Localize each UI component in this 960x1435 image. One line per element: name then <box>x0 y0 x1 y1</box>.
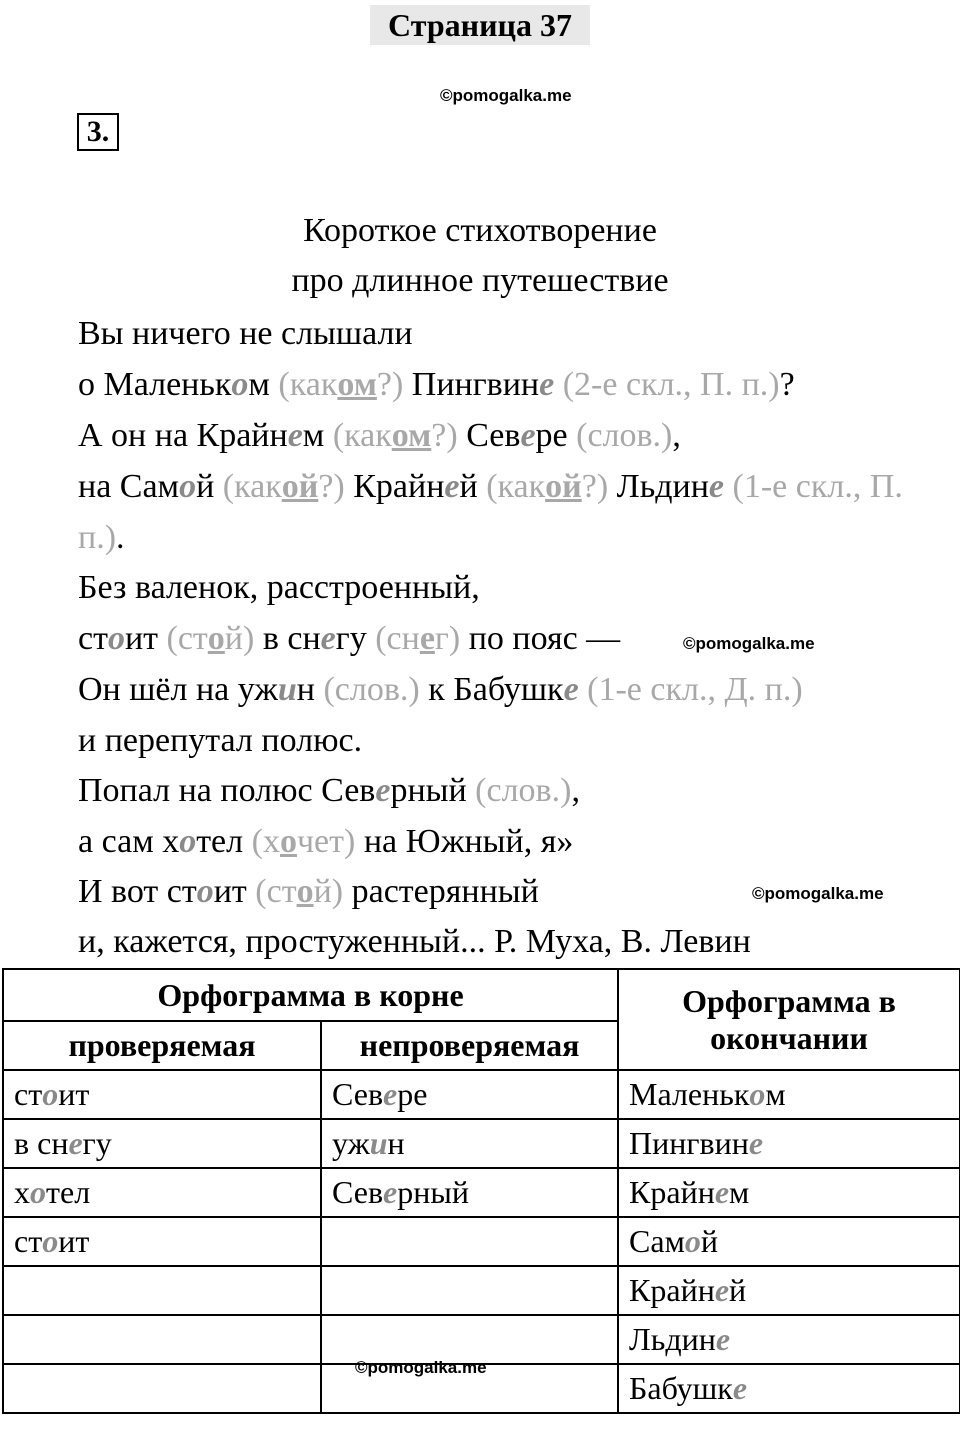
cell-unchecked <box>321 1315 618 1364</box>
cell-ending: Самой <box>618 1217 960 1266</box>
cell-unchecked: Северный <box>321 1168 618 1217</box>
cell-ending: Крайней <box>618 1266 960 1315</box>
table-row <box>3 1070 960 1119</box>
poem-line-12: И вот стоит (стой) растерянный <box>78 873 539 910</box>
cell-unchecked <box>321 1217 618 1266</box>
page-title: Страница 37 <box>370 5 590 45</box>
table-row <box>3 1266 960 1315</box>
cell-ending: Пингвине <box>618 1119 960 1168</box>
poem-line-9: и перепутал полюс. <box>78 722 363 759</box>
header-ending: Орфограмма в окончании <box>618 969 960 1070</box>
cell-ending: Крайнем <box>618 1168 960 1217</box>
cell-checked: хотел <box>3 1168 321 1217</box>
cell-ending: Маленьком <box>618 1070 960 1119</box>
watermark: ©pomogalka.me <box>355 1358 487 1377</box>
cell-checked: стоит <box>3 1217 321 1266</box>
cell-unchecked: ужин <box>321 1119 618 1168</box>
spelling-table <box>2 968 960 1414</box>
cell-checked <box>3 1315 321 1364</box>
table-row <box>3 1315 960 1364</box>
cell-checked <box>3 1266 321 1315</box>
subheader-unchecked: непроверяемая <box>321 1021 618 1070</box>
cell-checked: стоит <box>3 1070 321 1119</box>
poem-title-line-2: про длинное путешествие <box>291 262 669 299</box>
poem-line-11: а сам хотел (хочет) на Южный, я» <box>78 823 574 860</box>
poem-title-line-1: Короткое стихотворение <box>303 212 657 249</box>
cell-ending: Льдине <box>618 1315 960 1364</box>
table-row <box>3 1217 960 1266</box>
subheader-checked: проверяемая <box>3 1021 321 1070</box>
poem-line-1: Вы ничего не слышали <box>78 315 413 352</box>
poem-line-10: Попал на полюс Северный (слов.), <box>78 772 580 809</box>
poem-line-4: на Самой (какой?) Крайней (какой?) Льдине (1-е скл., П. <box>78 468 903 505</box>
cell-checked <box>3 1364 321 1413</box>
poem-line-5: п.). <box>78 519 125 556</box>
table-row <box>3 1119 960 1168</box>
poem-line-6: Без валенок, расстроенный, <box>78 569 480 606</box>
watermark: ©pomogalka.me <box>440 86 572 105</box>
poem-line-8: Он шёл на ужин (слов.) к Бабушке (1-е скл., Д. п.) <box>78 671 803 708</box>
poem-line-3: А он на Крайнем (каком?) Севере (слов.), <box>78 417 681 454</box>
cell-checked: в снегу <box>3 1119 321 1168</box>
table-row <box>3 1168 960 1217</box>
cell-ending: Бабушке <box>618 1364 960 1413</box>
watermark: ©pomogalka.me <box>683 634 815 653</box>
cell-unchecked <box>321 1266 618 1315</box>
cell-unchecked: Севере <box>321 1070 618 1119</box>
task-number: 3. <box>77 113 119 151</box>
poem-line-7: стоит (стой) в снегу (снег) по пояс — <box>78 620 621 657</box>
watermark: ©pomogalka.me <box>752 884 884 903</box>
header-root: Орфограмма в корне <box>3 969 618 1021</box>
poem-line-13: и, кажется, простуженный... Р. Муха, В. Левин <box>78 923 751 960</box>
poem-line-2: о Маленьком (каком?) Пингвине (2-е скл., П. п.)? <box>78 366 795 403</box>
